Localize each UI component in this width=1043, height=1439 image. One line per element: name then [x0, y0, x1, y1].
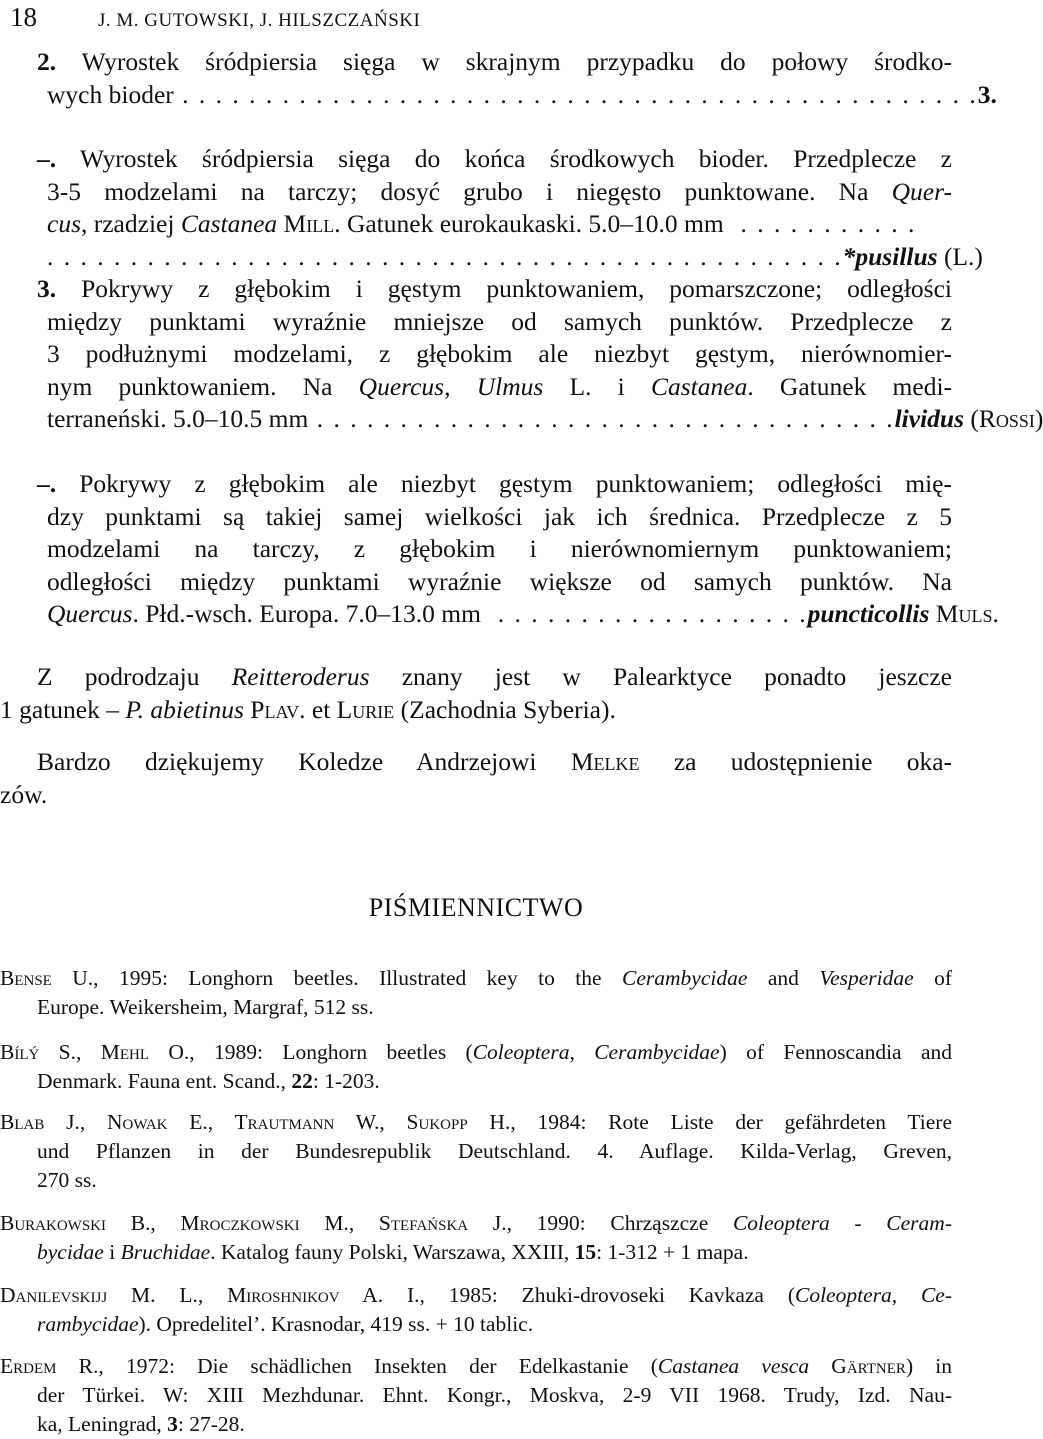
reference-line: Europe. Weikersheim, Margraf, 512 ss.: [37, 995, 374, 1019]
running-head: J. M. GUTOWSKI, J. HILSZCZAŃSKI: [98, 10, 421, 31]
reference-line: Bílý S., Mehl O., 1989: Longhorn beetles (Coleoptera, Cerambycidae) of Fennoscandia and: [0, 1040, 952, 1064]
reference-line: Danilevskijj M. L., Miroshnikov A. I., 1985: Zhuki-drovoseki Kavkaza (Coleoptera, Ce-: [0, 1283, 953, 1307]
paragraph-acknowledgement: [0, 745, 952, 810]
key-line: –. Wyrostek śródpiersia sięga do końca środkowych bioder. Przedplecze z: [37, 144, 952, 173]
key-line: dzy punktami są takiej samej wielkości jak ich średnica. Przedplecze z 5: [47, 501, 952, 531]
reference-entry: [0, 1352, 952, 1439]
key-line: nym punktowaniem. Na Quercus, Ulmus L. i Castanea. Gatunek medi-: [47, 371, 953, 401]
reference-entry: [0, 964, 952, 1022]
reference-entry: [0, 1038, 952, 1096]
key-line: cus , rzadziej Castanea Mill . Gatunek eurokaukaski. 5.0–10.0 mm . . . . . . . . . . .: [37, 208, 952, 241]
key-line: Quercus . Płd.-wsch. Europa. 7.0–13.0 mm . . . . . . . . . . . . . . . . . . . puncticollis Muls .: [37, 598, 952, 631]
leader-dots: . . . . . . . . . . . . . . . . . . . . . . . . . . . . . . . . . . . . . . . . . . . . . . . .: [173, 79, 978, 109]
reference-line: und Pflanzen in der Bundesrepublik Deutschland. 4. Auflage. Kilda-Verlag, Greven,: [37, 1139, 952, 1163]
key-line: modzelami na tarczy, z głębokim i nierównomiernym punktowaniem;: [47, 534, 952, 563]
leader-dots: . . . . . . . . . . . . . . . . . . . . . . . . . . . . . . . . . . . . . . . . . . . . . . . .: [47, 241, 843, 271]
reference-entry: [0, 1281, 952, 1339]
reference-entry: [0, 1108, 952, 1195]
species-name: *pusillus: [842, 241, 938, 271]
key-couplet-2-alt: [37, 143, 983, 273]
key-line: . . . . . . . . . . . . . . . . . . . . . . . . . . . . . . . . . . . . . . . . . . . . . . . . *pusillus (L.): [37, 241, 952, 274]
references-heading: PIŚMIENNICTWO: [368, 893, 584, 922]
key-line: terraneński. 5.0–10.5 mm . . . . . . . . . . . . . . . . . . . . . . . . . . . . . . . . . . . lividus ( Rossi ): [37, 403, 952, 436]
reference-line: der Türkei. W: XIII Mezhdunar. Ehnt. Kongr., Moskva, 2-9 VII 1968. Trudy, Izd. Nau-: [37, 1383, 952, 1407]
key-line: odległości między punktami wyraźnie większe od samych punktów. Na: [47, 566, 952, 596]
key-line: między punktami wyraźnie mniejsze od samych punktów. Przedplecze z: [47, 306, 952, 336]
key-line: 3. Pokrywy z głębokim i gęstym punktowaniem, pomarszczone; odległości: [37, 274, 952, 303]
reference-line: Erdem R., 1972: Die schädlichen Insekten der Edelkastanie (Castanea vesca Gärtner) in: [0, 1354, 953, 1378]
reference-line: ka, Leningrad, 3: 27-28.: [37, 1412, 245, 1436]
reference-line: Bense U., 1995: Longhorn beetles. Illustrated key to the Cerambycidae and Vesperidae of: [0, 966, 953, 990]
reference-line: Burakowski B., Mroczkowski M., Stefańska J., 1990: Chrząszcze Coleoptera - Ceram-: [0, 1211, 952, 1235]
paragraph-line: zów.: [0, 779, 48, 809]
reference-line: Denmark. Fauna ent. Scand., 22: 1-203.: [37, 1069, 380, 1093]
page-header: [10, 2, 950, 36]
leader-dots: . . . . . . . . . . . . . . . . . . .: [480, 599, 808, 628]
key-couplet-2: [37, 46, 997, 111]
key-target: 3.: [977, 79, 997, 109]
key-line: 3 podłużnymi modzelami, z głębokim ale niezbyt gęstym, nierównomier-: [47, 339, 952, 368]
key-line: wych bioder . . . . . . . . . . . . . . . . . . . . . . . . . . . . . . . . . . . . . . . . . . . . . . . . 3.: [37, 79, 952, 112]
paragraph-line: Bardzo dziękujemy Koledze Andrzejowi Melke za udostępnienie oka-: [37, 747, 953, 776]
leader-dots: . . . . . . . . . . . . . . . . . . . . . . . . . . . . . . . . . . .: [308, 404, 895, 433]
reference-line: bycidae i Bruchidae. Katalog fauny Polski, Warszawa, XXIII, 15: 1-312 + 1 mapa.: [37, 1240, 749, 1264]
species-name: puncticollis: [807, 599, 930, 628]
key-couplet-3-alt: [37, 468, 999, 631]
reference-line: 270 ss.: [37, 1168, 97, 1192]
paragraph-line: 1 gatunek – P. abietinus Plav. et Lurie (Zachodnia Syberia).: [0, 694, 616, 724]
page-number: 18: [10, 2, 37, 32]
leader-dots: . . . . . . . . . . .: [723, 209, 917, 238]
key-line: 2. Wyrostek śródpiersia sięga w skrajnym przypadku do połowy środko-: [37, 47, 952, 76]
reference-line: rambycidae). Opredelitel’. Krasnodar, 419 ss. + 10 tablic.: [37, 1312, 534, 1336]
key-line: –. Pokrywy z głębokim ale niezbyt gęstym punktowaniem; odległości mię-: [37, 469, 952, 498]
reference-line: Blab J., Nowak E., Trautmann W., Sukopp H., 1984: Rote Liste der gefährdeten Tiere: [0, 1110, 952, 1134]
paragraph-line: Z podrodzaju Reitteroderus znany jest w Palearktyce ponadto jeszcze: [37, 662, 952, 691]
key-line: 3-5 modzelami na tarczy; dosyć grubo i niegęsto punktowane. Na Quer-: [47, 176, 953, 206]
reference-entry: [0, 1209, 952, 1267]
species-name: lividus: [894, 404, 965, 433]
key-couplet-3: [37, 273, 1043, 436]
paragraph-subgenus-note: [0, 660, 952, 725]
